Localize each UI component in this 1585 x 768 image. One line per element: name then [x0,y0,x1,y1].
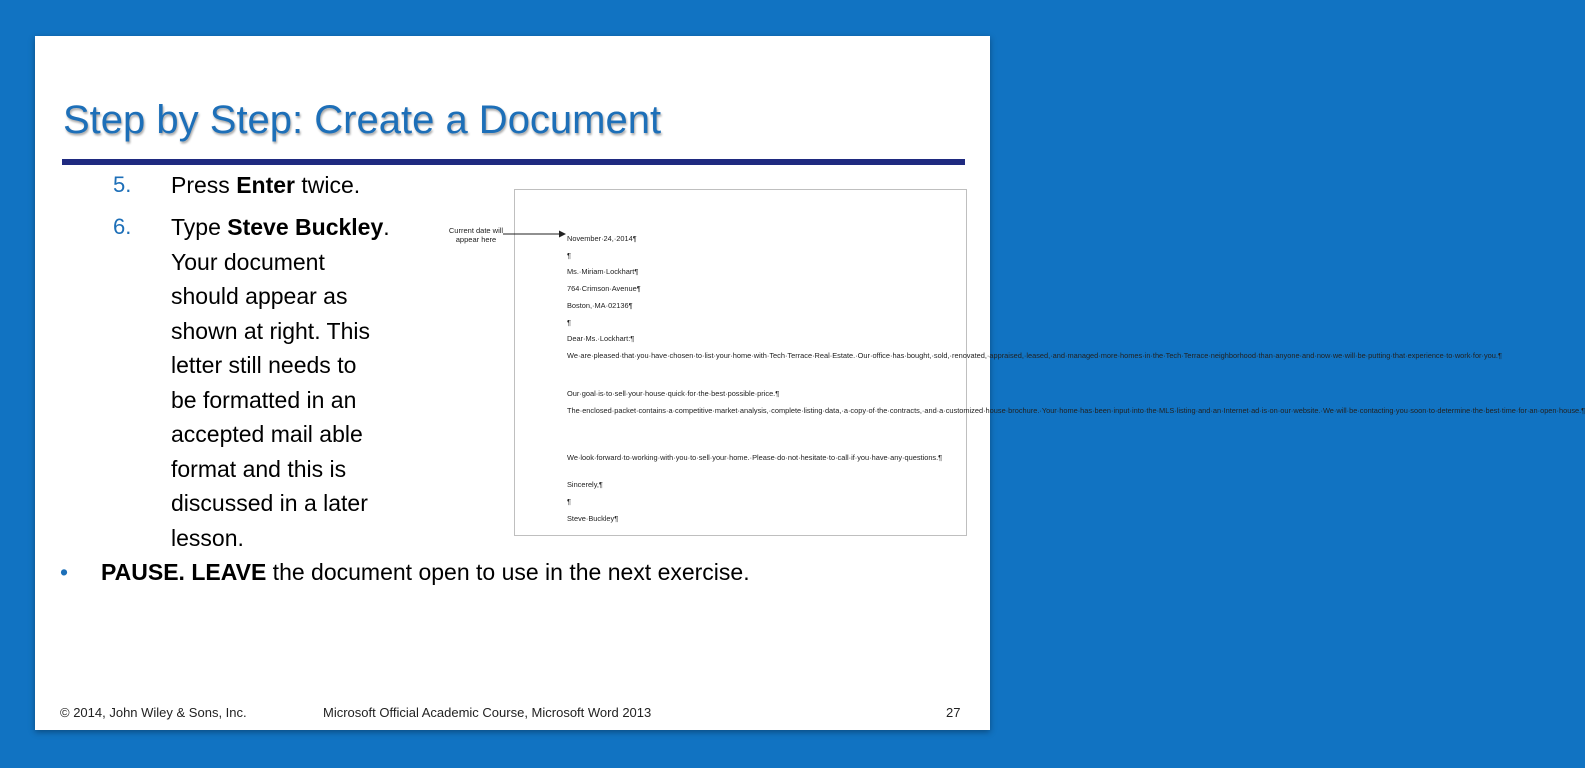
step-line: lesson. [171,524,244,551]
doc-line: ¶ [567,318,571,327]
step-text [171,210,471,555]
step-text-bold: Enter [236,172,295,198]
doc-line: Steve·Buckley¶ [567,514,619,523]
step-text-post: . [383,214,390,240]
step-text-pre: Type [171,214,228,240]
slide [35,36,1585,730]
date-callout: Current date will appear here [448,226,504,244]
doc-line: We·look·forward·to·working·with·you·to·sell·your·home.·Please·do·not·hesitate·to·call·if·you·have·any·questions.¶ [567,453,943,462]
footer-copyright: © 2014, John Wiley & Sons, Inc. [60,705,247,720]
doc-line: Ms.·Miriam·Lockhart¶ [567,267,639,276]
step-text-post: twice. [294,172,361,198]
step-line: be formatted in an [171,386,357,413]
step-line: Your document [171,248,325,275]
slide-title: Step by Step: Create a Document [63,98,662,142]
footer-course: Microsoft Official Academic Course, Microsoft Word 2013 [323,705,652,720]
doc-line: ¶ [567,497,571,506]
step-line: discussed in a later [171,490,368,516]
step-line: should appear as [171,283,348,309]
doc-line: Sincerely,¶ [567,480,603,489]
doc-line: Dear·Ms.·Lockhart:¶ [567,334,635,343]
bullet-icon: • [60,559,69,585]
doc-line: Our·goal·is·to·sell·your·house·quick·for·the·best·possible·price.¶ [567,389,780,398]
step-text-pre: Press [171,172,237,198]
step-text [171,168,360,203]
callout-arrow-icon [503,229,566,239]
bullet-bold: PAUSE. LEAVE [101,559,267,585]
step-number: 5. [113,172,132,197]
doc-line: ¶ [567,251,571,260]
step-text-bold: Steve Buckley [227,214,384,240]
doc-line: November·24,·2014¶ [567,234,637,243]
step-number: 6. [113,214,132,239]
footer-page-number: 27 [946,705,961,720]
doc-line: The·enclosed·packet·contains·a·competitive·market·analysis,·complete·listing·data,·a·copy·of·the·contracts,·and·a·customized·house·brochure.·Your·home·has·been·input·into·the·MLS·listing·and·an·Internet·ad·is·on·our·website.·We·will·be·contacting·you·soon·to·determine·the·best·time·for·an·open·house.¶ [567,406,1585,415]
doc-line: 764·Crimson·Avenue¶ [567,284,641,293]
step-line: letter still needs to [171,352,357,378]
doc-line: Boston,·MA·02136¶ [567,301,633,310]
bullet-text [101,559,750,586]
step-line: shown at right. This [171,317,371,344]
document-screenshot [448,189,1585,536]
step-line: format and this is [171,455,347,482]
doc-line: We·are·pleased·that·you·have·chosen·to·list·your·home·with·Tech·Terrace·Real·Estate.·Our·office·has·bought,·sold,·renovated,·appraised,·leased,·and·managed·more·homes·in·the·Tech·Terrace·neighborhood·than·anyone·and·now·we·will·be·putting·that·experience·to·work·for·you.¶ [567,351,1502,360]
title-underline [62,159,965,165]
bullet-rest: the document open to use in the next exercise. [266,559,750,585]
step-line: accepted mail able [171,421,363,447]
